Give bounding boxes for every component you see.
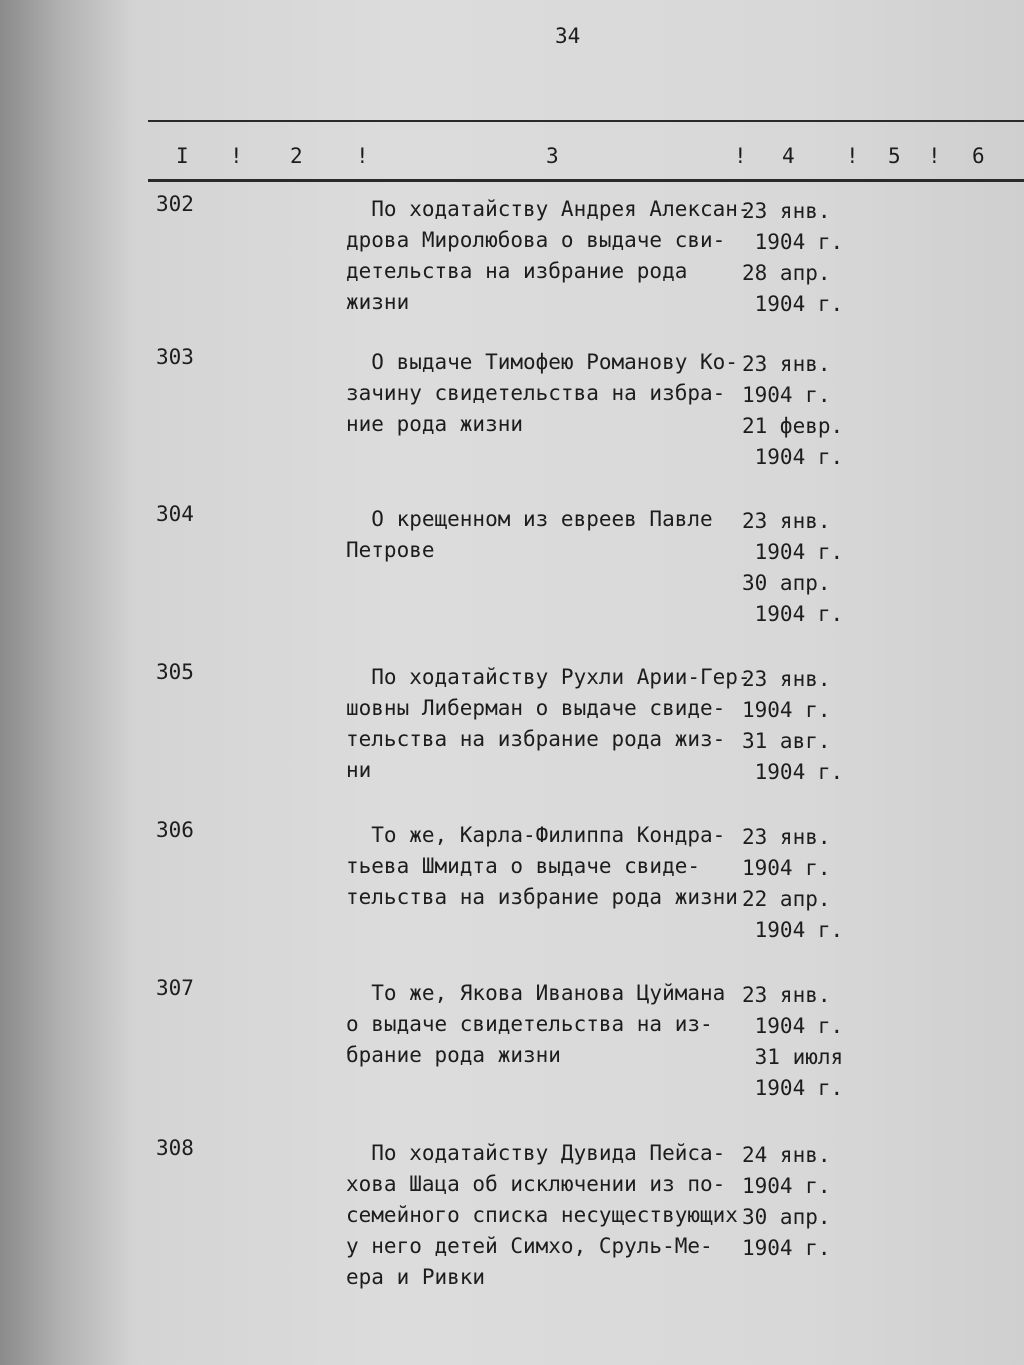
entry-row	[0, 192, 1024, 342]
entry-description	[346, 662, 751, 786]
entry-number: 303	[156, 345, 194, 369]
entry-description	[346, 194, 751, 318]
entry-dates	[742, 506, 843, 630]
column-separator: !	[356, 144, 369, 168]
entry-description	[346, 347, 738, 440]
description-line: тьева Шмидта о выдаче свиде-	[346, 854, 701, 878]
entry-dates	[742, 822, 843, 946]
table-header-bottom-rule	[148, 179, 1024, 182]
entry-number: 307	[156, 976, 194, 1000]
date-line: 31 авг.	[742, 729, 831, 753]
entry-row	[0, 502, 1024, 652]
date-line: 23 янв.	[742, 509, 831, 533]
date-line: 21 февр.	[742, 414, 844, 438]
date-line: 31 июля	[742, 1045, 844, 1069]
entry-row	[0, 1136, 1024, 1306]
description-line: ние рода жизни	[346, 412, 524, 436]
date-line: 1904 г.	[742, 1174, 831, 1198]
description-line: То же, Якова Иванова Цуймана	[346, 981, 726, 1005]
date-line: 23 янв.	[742, 825, 831, 849]
description-line: О крещенном из евреев Павле	[346, 507, 713, 531]
description-line: По ходатайству Андрея Алексан-	[346, 197, 751, 221]
entry-dates	[742, 664, 843, 788]
date-line: 1904 г.	[742, 856, 831, 880]
date-line: 1904 г.	[742, 760, 844, 784]
description-line: ни	[346, 758, 372, 782]
column-separator: !	[734, 144, 747, 168]
date-line: 1904 г.	[742, 445, 844, 469]
date-line: 1904 г.	[742, 1076, 844, 1100]
description-line: семейного списка несуществующих	[346, 1203, 738, 1227]
entry-dates	[742, 196, 843, 320]
entry-dates	[742, 1140, 831, 1264]
entry-number: 306	[156, 818, 194, 842]
date-line: 1904 г.	[742, 1014, 844, 1038]
date-line: 30 апр.	[742, 1205, 831, 1229]
description-line: шовны Либерман о выдаче свиде-	[346, 696, 726, 720]
description-line: тельства на избрание рода жиз-	[346, 727, 726, 751]
description-line: брание рода жизни	[346, 1043, 561, 1067]
description-line: дрова Миролюбова о выдаче сви-	[346, 228, 726, 252]
page-number: 34	[555, 24, 581, 48]
date-line: 1904 г.	[742, 602, 844, 626]
column-separator: !	[846, 144, 859, 168]
date-line: 1904 г.	[742, 230, 844, 254]
entry-row	[0, 976, 1024, 1126]
column-4-header: 4	[782, 144, 795, 168]
entry-description	[346, 978, 725, 1071]
date-line: 28 апр.	[742, 261, 831, 285]
date-line: 23 янв.	[742, 667, 831, 691]
description-line: ера и Ривки	[346, 1265, 486, 1289]
entry-number: 304	[156, 502, 194, 526]
description-line: жизни	[346, 290, 410, 314]
date-line: 1904 г.	[742, 1236, 831, 1260]
date-line: 23 янв.	[742, 352, 831, 376]
description-line: хова Шаца об исключении из по-	[346, 1172, 726, 1196]
date-line: 1904 г.	[742, 698, 831, 722]
description-line: у него детей Симхо, Сруль-Ме-	[346, 1234, 713, 1258]
date-line: 1904 г.	[742, 540, 844, 564]
entry-dates	[742, 349, 843, 473]
description-line: детельства на избрание рода	[346, 259, 688, 283]
entry-dates	[742, 980, 843, 1104]
description-line: То же, Карла-Филиппа Кондра-	[346, 823, 726, 847]
column-separator: !	[230, 144, 243, 168]
description-line: О выдаче Тимофею Романову Ко-	[346, 350, 738, 374]
entry-row	[0, 818, 1024, 968]
column-1-header: I	[176, 144, 189, 168]
date-line: 22 апр.	[742, 887, 831, 911]
entry-description	[346, 1138, 738, 1293]
date-line: 1904 г.	[742, 292, 844, 316]
description-line: Петрове	[346, 538, 435, 562]
table-header-top-rule	[148, 120, 1024, 122]
entry-number: 305	[156, 660, 194, 684]
description-line: По ходатайству Рухли Арии-Гер-	[346, 665, 751, 689]
entry-description	[346, 504, 713, 566]
date-line: 1904 г.	[742, 383, 831, 407]
entry-row	[0, 660, 1024, 810]
column-6-header: 6	[972, 144, 985, 168]
column-5-header: 5	[888, 144, 901, 168]
date-line: 23 янв.	[742, 983, 831, 1007]
column-3-header: 3	[546, 144, 559, 168]
date-line: 30 апр.	[742, 571, 831, 595]
column-2-header: 2	[290, 144, 303, 168]
description-line: о выдаче свидетельства на из-	[346, 1012, 713, 1036]
entry-number: 308	[156, 1136, 194, 1160]
column-separator: !	[928, 144, 941, 168]
date-line: 1904 г.	[742, 918, 844, 942]
date-line: 24 янв.	[742, 1143, 831, 1167]
description-line: тельства на избрание рода жизни	[346, 885, 738, 909]
entry-number: 302	[156, 192, 194, 216]
entry-description	[346, 820, 738, 913]
description-line: зачину свидетельства на избра-	[346, 381, 726, 405]
entry-row	[0, 345, 1024, 495]
description-line: По ходатайству Дувида Пейса-	[346, 1141, 726, 1165]
date-line: 23 янв.	[742, 199, 831, 223]
